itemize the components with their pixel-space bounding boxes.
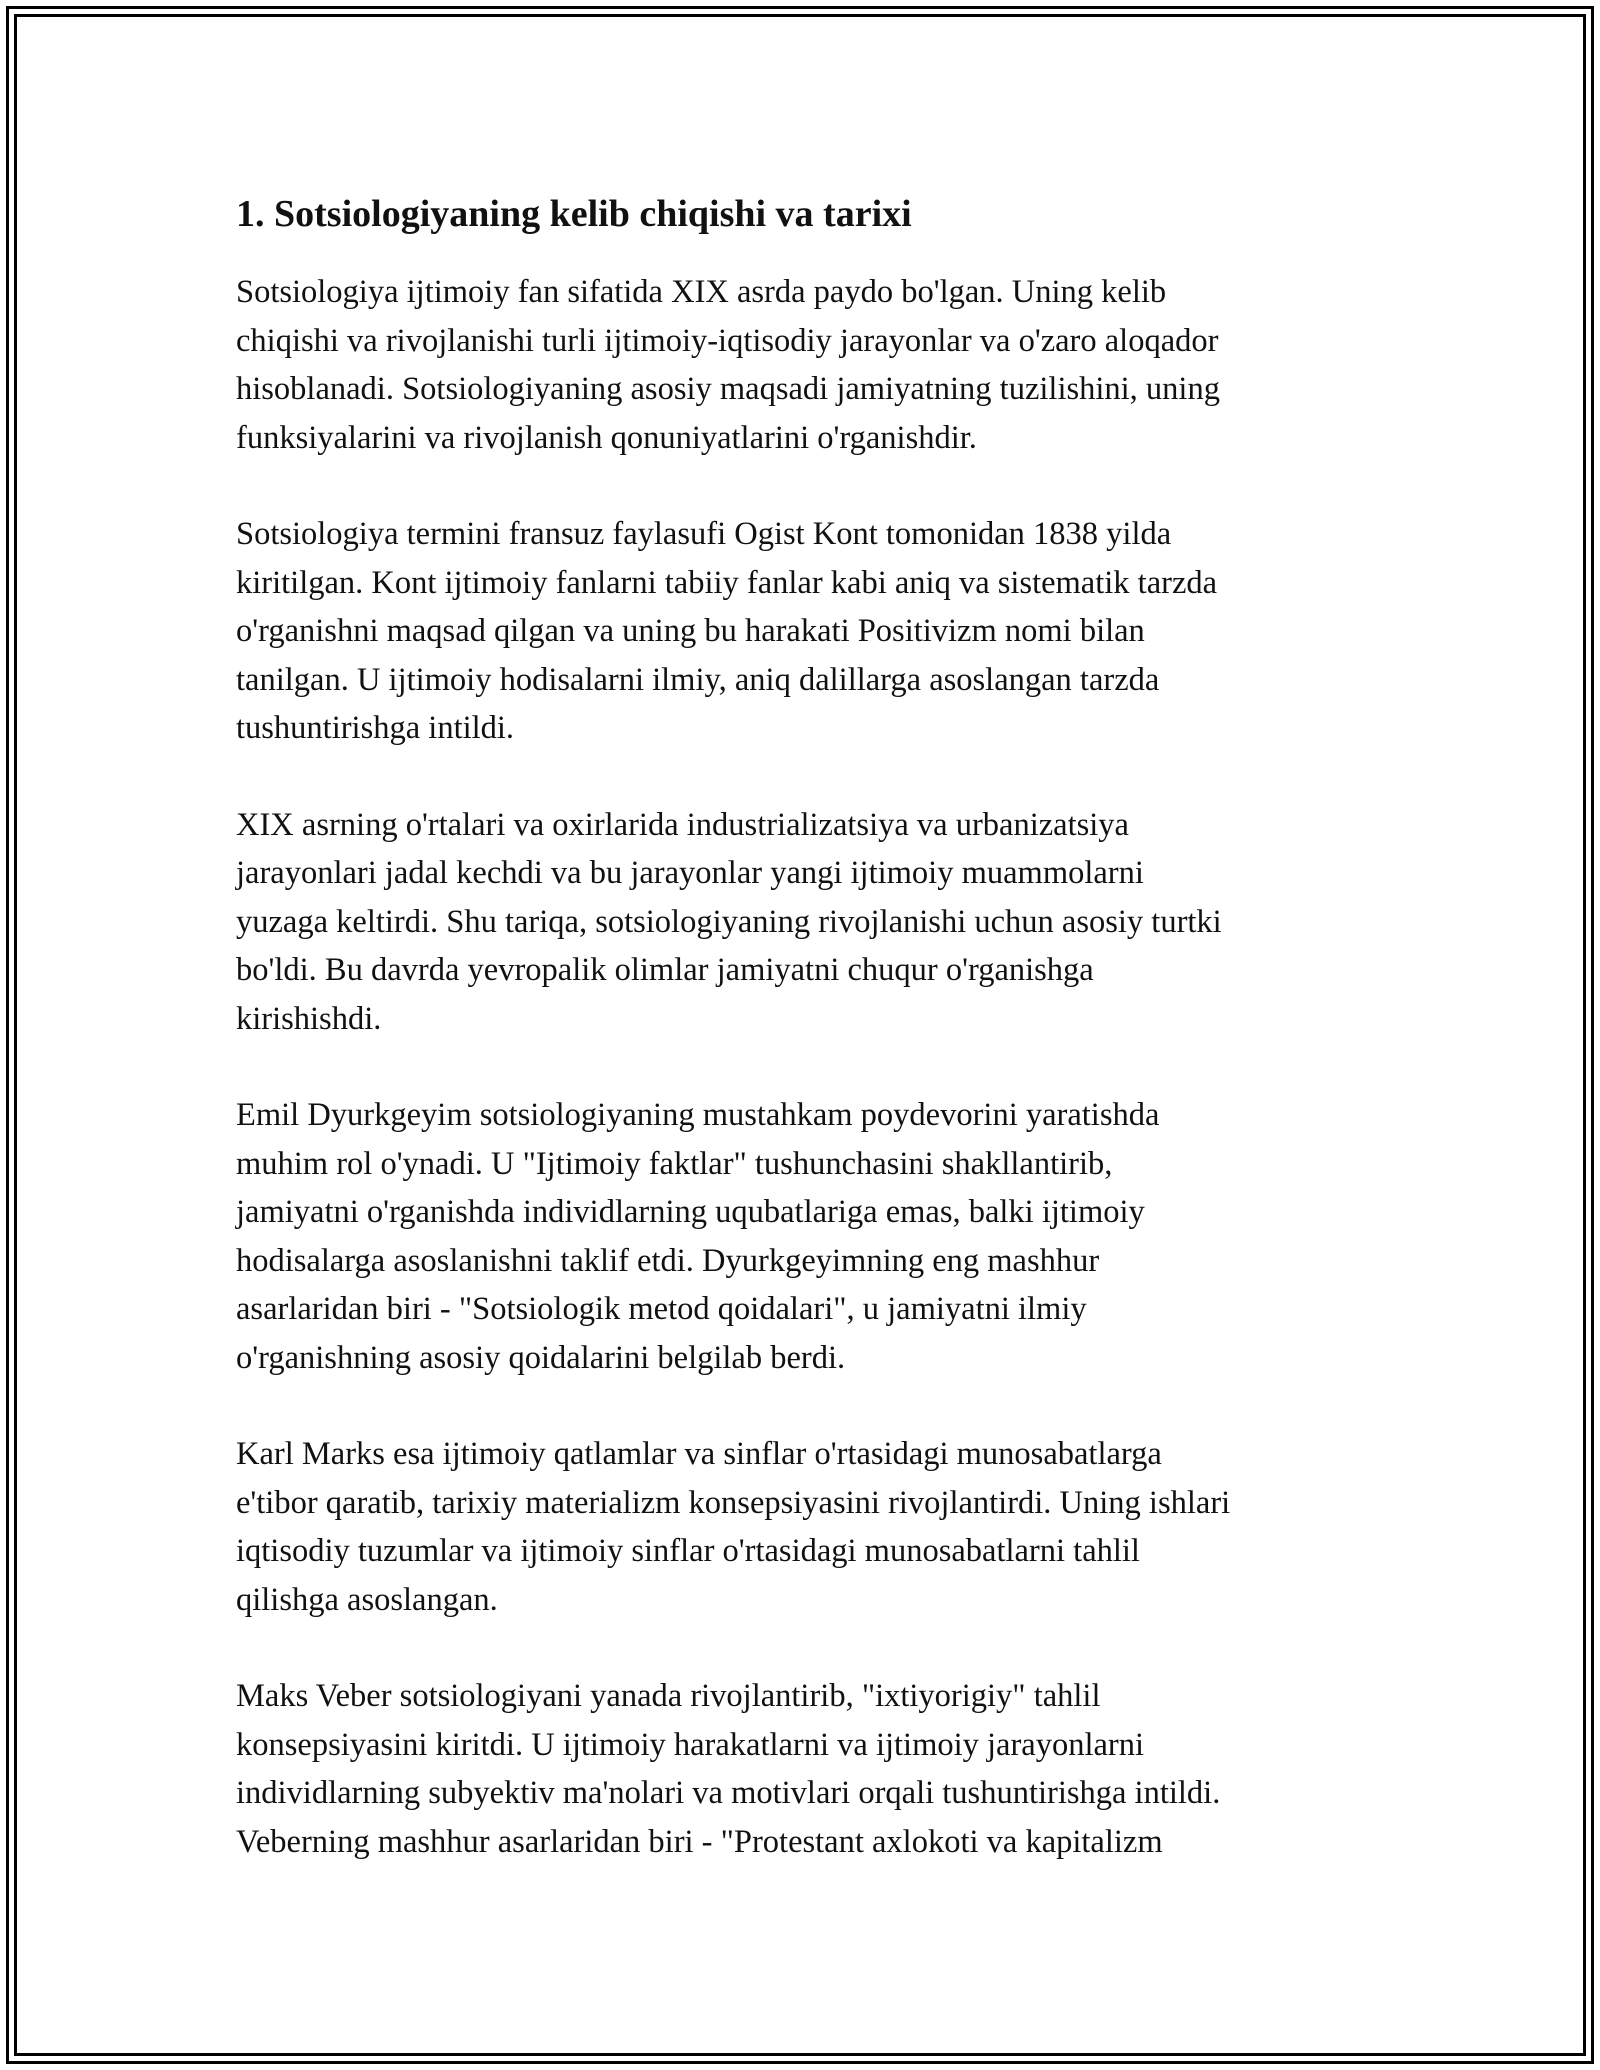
paragraph-line: qilishga asoslangan. xyxy=(236,1581,498,1618)
paragraph-line: yuzaga keltirdi. Shu tariqa, sotsiologiyaning rivojlanishi uchun asosiy turtki xyxy=(236,903,1222,940)
paragraph-line: funksiyalarini va rivojlanish qonuniyatlarini o'rganishdir. xyxy=(236,419,977,456)
paragraph-line: muhim rol o'ynadi. U "Ijtimoiy faktlar" tushunchasini shakllantirib, xyxy=(236,1145,1113,1182)
paragraph-line: o'rganishni maqsad qilgan va uning bu harakati Positivizm nomi bilan xyxy=(236,613,1145,649)
paragraph-line: Sotsiologiya termini fransuz faylasufi Ogist Kont tomonidan 1838 yilda xyxy=(236,516,1172,552)
paragraph-line: kirishishdi. xyxy=(236,1000,382,1037)
paragraph-line: e'tibor qaratib, tarixiy materializm konsepsiyasini rivojlantirdi. Uning ishlari xyxy=(236,1484,1231,1521)
paragraph-line: bo'ldi. Bu davrda yevropalik olimlar jamiyatni chuqur o'rganishga xyxy=(236,952,1094,988)
paragraph-line: Maks Veber sotsiologiyani yanada rivojlantirib, "ixtiyorigiy" tahlil xyxy=(236,1678,1101,1714)
paragraph-line: hisoblanadi. Sotsiologiyaning asosiy maqsadi jamiyatning tuzilishini, uning xyxy=(236,371,1220,407)
paragraph-line: konsepsiyasini kiritdi. U ijtimoiy harakatlarni va ijtimoiy jarayonlarni xyxy=(236,1726,1145,1763)
paragraph-line: tanilgan. U ijtimoiy hodisalarni ilmiy, aniq dalillarga asoslangan tarzda xyxy=(236,661,1160,698)
paragraph-line: Emil Dyurkgeyim sotsiologiyaning mustahkam poydevorini yaratishda xyxy=(236,1097,1160,1133)
section-heading: 1. Sotsiologiyaning kelib chiqishi va tarixi xyxy=(236,193,912,235)
paragraph-line: jamiyatni o'rganishda individlarning uqubatlariga emas, balki ijtimoiy xyxy=(236,1194,1145,1230)
paragraph-line: Sotsiologiya ijtimoiy fan sifatida XIX asrda paydo bo'lgan. Uning kelib xyxy=(236,274,1167,310)
paragraph-line: tushuntirishga intildi. xyxy=(236,710,515,746)
paragraph-line: asarlaridan biri - "Sotsiologik metod qoidalari", u jamiyatni ilmiy xyxy=(236,1291,1087,1327)
paragraph-origins xyxy=(236,268,1366,462)
paragraph-comte xyxy=(236,510,1366,753)
paragraph-durkheim xyxy=(236,1091,1366,1382)
paragraph-line: iqtisodiy tuzumlar va ijtimoiy sinflar o'rtasidagi munosabatlarni tahlil xyxy=(236,1533,1140,1569)
paragraph-line: XIX asrning o'rtalari va oxirlarida industrializatsiya va urbanizatsiya xyxy=(236,806,1129,843)
document-body xyxy=(236,186,1366,1914)
paragraph-line: individlarning subyektiv ma'nolari va motivlari orqali tushuntirishga intildi. xyxy=(236,1775,1221,1811)
paragraph-line: Veberning mashhur asarlaridan biri - "Protestant axlokoti va kapitalizm xyxy=(236,1823,1163,1860)
paragraph-marx xyxy=(236,1430,1366,1624)
paragraph-line: o'rganishning asosiy qoidalarini belgilab berdi. xyxy=(236,1339,846,1376)
paragraph-line: chiqishi va rivojlanishi turli ijtimoiy-iqtisodiy jarayonlar va o'zaro aloqador xyxy=(236,322,1219,359)
paragraph-line: Karl Marks esa ijtimoiy qatlamlar va sinflar o'rtasidagi munosabatlarga xyxy=(236,1436,1162,1472)
paragraph-line: jarayonlari jadal kechdi va bu jarayonlar yangi ijtimoiy muammolarni xyxy=(236,855,1144,891)
paragraph-weber xyxy=(236,1672,1366,1866)
paragraph-line: hodisalarga asoslanishni taklif etdi. Dyurkgeyimning eng mashhur xyxy=(236,1242,1100,1279)
paragraph-industrialization xyxy=(236,801,1366,1044)
paragraph-line: kiritilgan. Kont ijtimoiy fanlarni tabiiy fanlar kabi aniq va sistematik tarzda xyxy=(236,564,1218,601)
